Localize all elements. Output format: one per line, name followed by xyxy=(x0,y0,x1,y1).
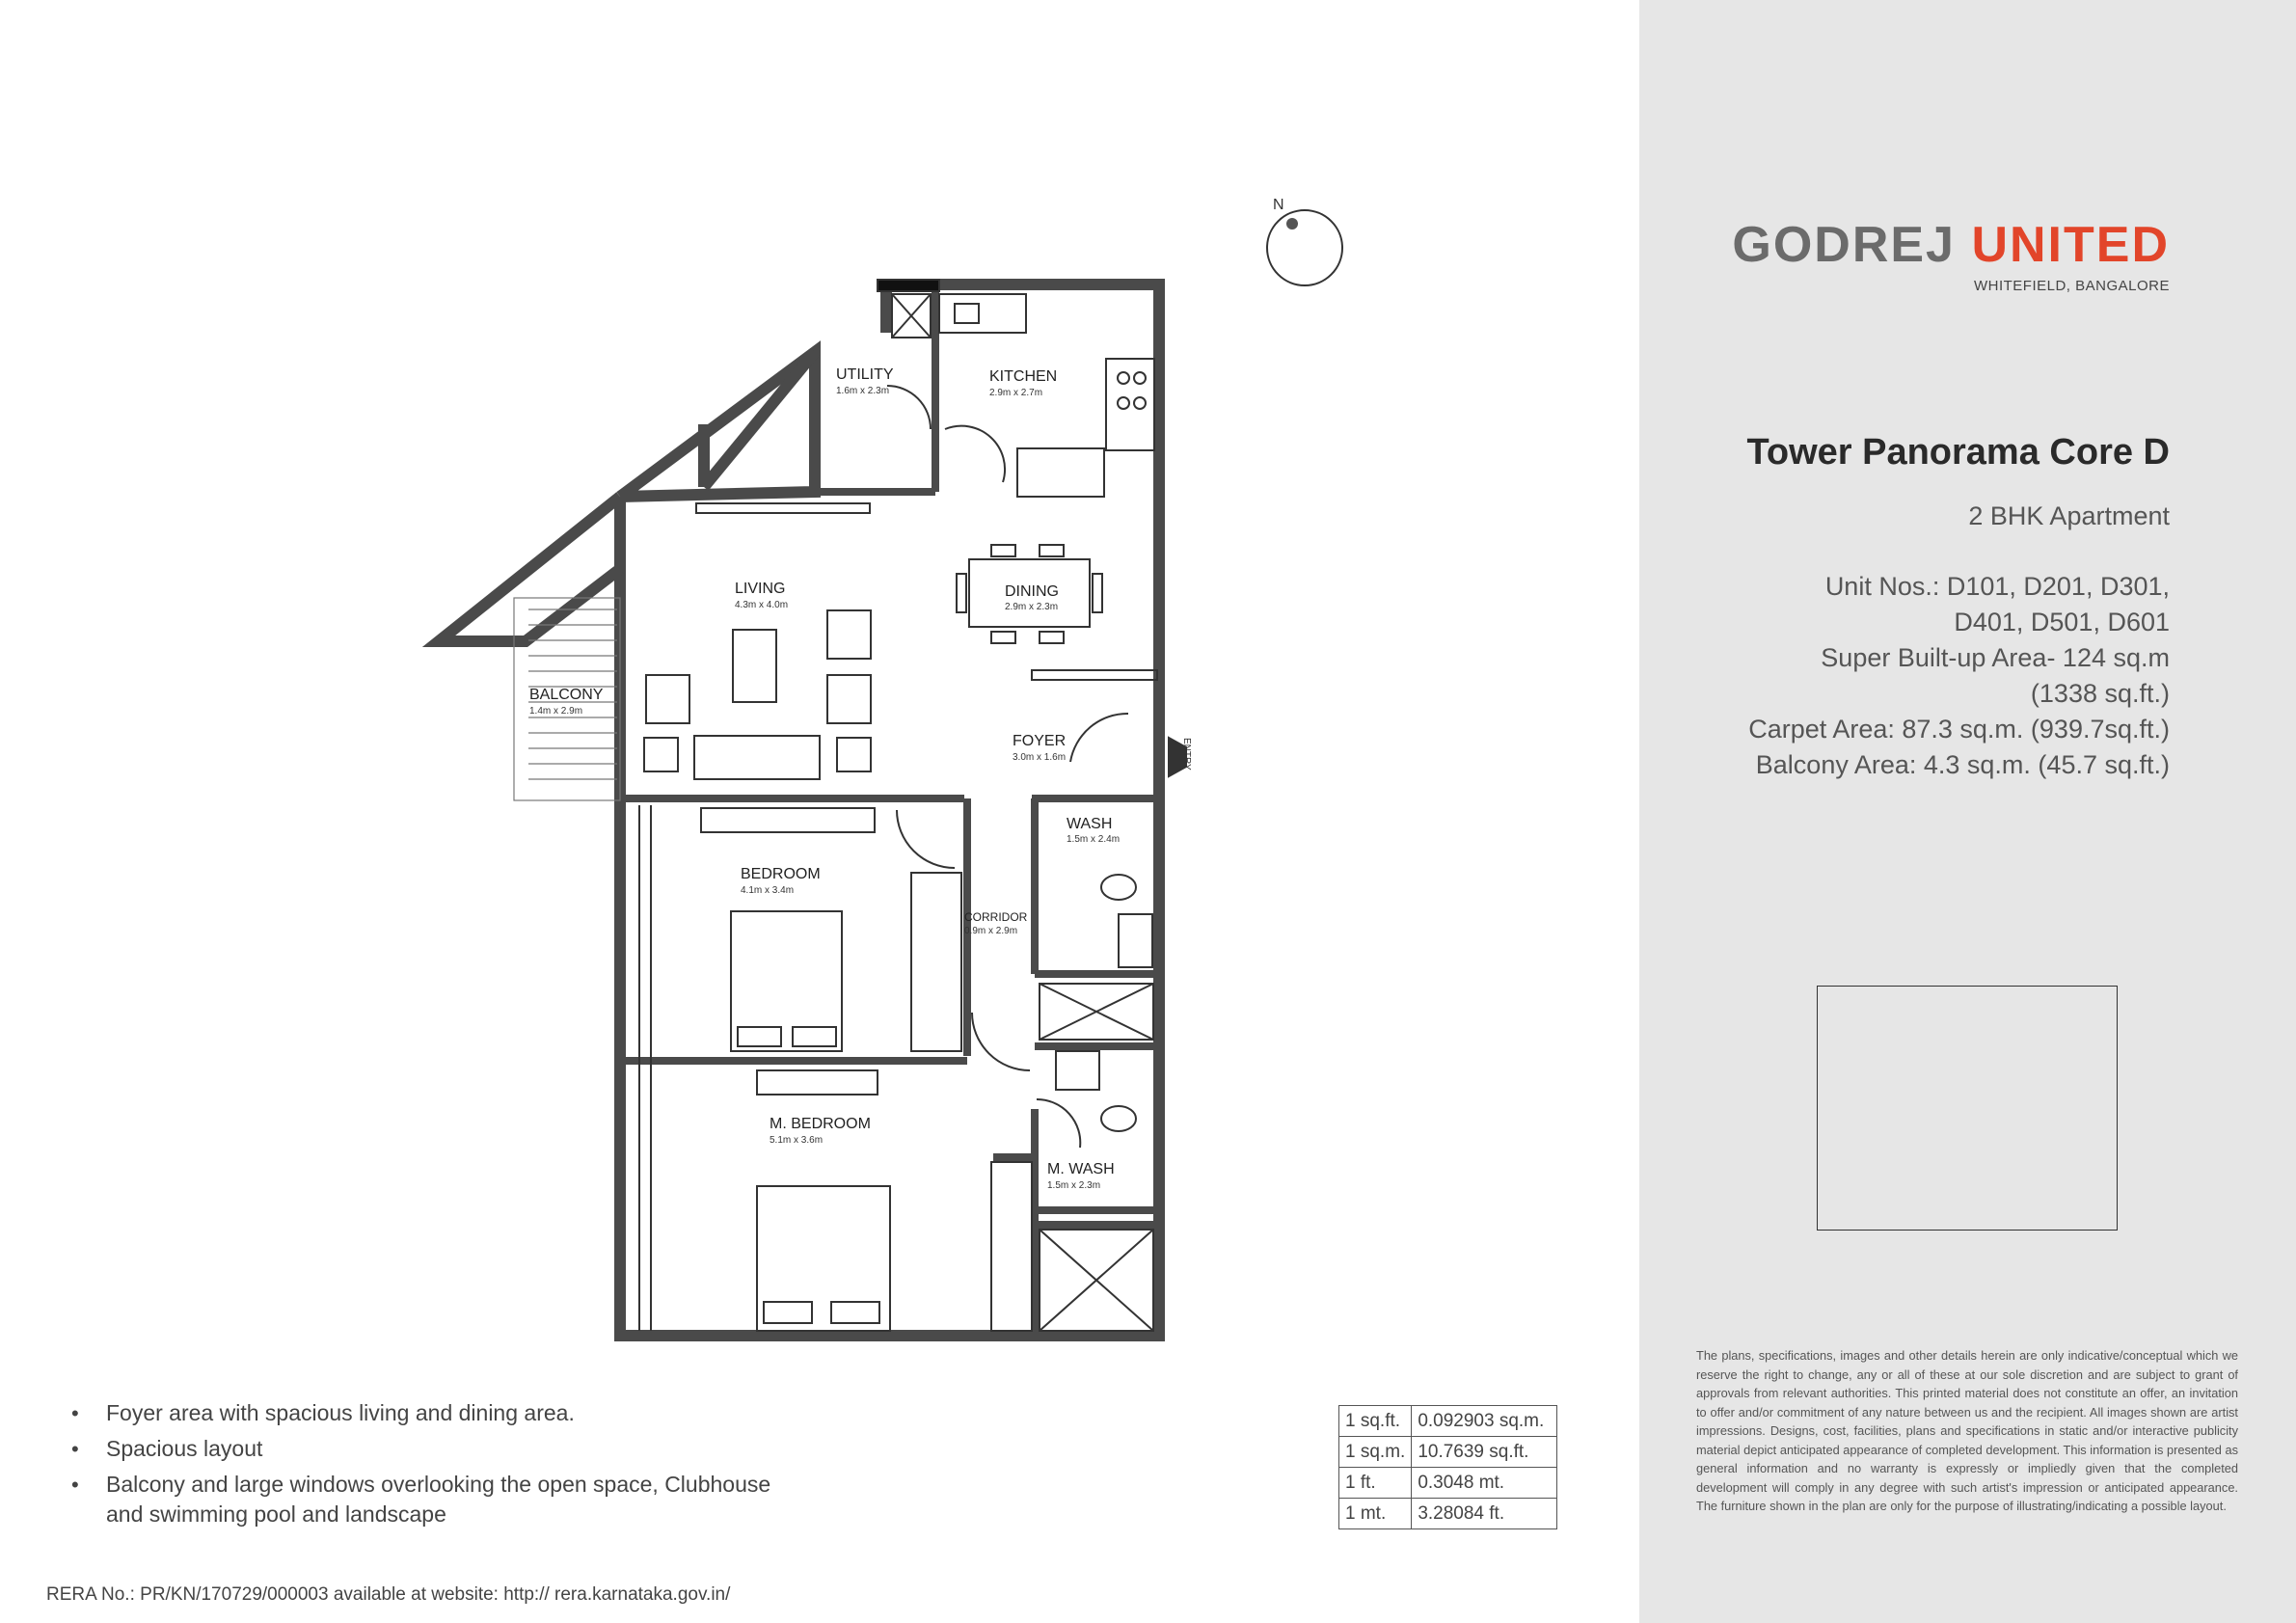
room-m-bedroom-name: M. BEDROOM xyxy=(770,1116,871,1132)
compass-north-label: N xyxy=(1273,197,1284,213)
table-cell: 1 sq.ft. xyxy=(1339,1406,1412,1437)
brand-location: WHITEFIELD, BANGALORE xyxy=(1973,278,2170,294)
unit-info-line: Balcony Area: 4.3 sq.m. (45.7 sq.ft.) xyxy=(1755,750,2170,779)
room-living-dim: 4.3m x 4.0m xyxy=(735,600,789,610)
table-cell: 3.28084 ft. xyxy=(1412,1499,1557,1529)
unit-info-line: (1338 sq.ft.) xyxy=(2030,679,2170,708)
features-list xyxy=(68,1398,781,1535)
unit-info-line: Super Built-up Area- 124 sq.m xyxy=(1821,643,2170,672)
conversion-table xyxy=(1338,1405,1557,1529)
feature-item: • Spacious layout xyxy=(68,1434,781,1464)
feature-item: • Balcony and large windows overlooking the open space, Clubhouse and swimming pool and landscape xyxy=(68,1470,781,1529)
room-foyer-name: FOYER xyxy=(1013,733,1067,749)
room-dining-name: DINING xyxy=(1005,583,1059,600)
room-foyer-dim: 3.0m x 1.6m xyxy=(1013,752,1067,763)
unit-info-line: D401, D501, D601 xyxy=(1954,608,2170,636)
room-dining-dim: 2.9m x 2.3m xyxy=(1005,602,1059,612)
feature-item: • Foyer area with spacious living and dining area. xyxy=(68,1398,781,1428)
table-cell: 1 ft. xyxy=(1339,1468,1412,1499)
room-balcony-dim: 1.4m x 2.9m xyxy=(529,706,583,717)
room-wash-name: WASH xyxy=(1067,816,1113,832)
room-bedroom-name: BEDROOM xyxy=(741,866,821,882)
compass-icon xyxy=(1267,210,1342,285)
apartment-type: 2 BHK Apartment xyxy=(1968,501,2170,530)
table-row xyxy=(1339,1468,1557,1499)
room-kitchen-name: KITCHEN xyxy=(989,368,1058,385)
table-row xyxy=(1339,1437,1557,1468)
tower-title: Tower Panorama Core D xyxy=(1746,432,2170,473)
rera-number: RERA No.: PR/KN/170729/000003 available at website: http:// rera.karnataka.gov.in/ xyxy=(46,1584,731,1605)
room-living-name: LIVING xyxy=(735,581,786,597)
room-utility-name: UTILITY xyxy=(836,366,894,383)
disclaimer-text: The plans, specifications, images and other details herein are only indicative/conceptual which we reserve the right to change, any or all of these at our sole discretion and are subject to grant of approvals from relevant authorities. This printed material does not constitute an offer, an invitation to offer and/or commitment of any nature between us and the recipient. All images shown are artist impressions. Designs, cost, facilities, plans and specifications in static and/or interactive publicity material depict anticipated appearance of completed development. This information is presented as general information and no warranty is expressly or impliedly given that the completed development will comply in any degree with such artist's impression or anticipated appearance. The furniture shown in the plan are only for the purpose of illustrating/indicating a possible layout. xyxy=(1696,1348,2238,1513)
room-m-wash-dim: 1.5m x 2.3m xyxy=(1047,1180,1101,1191)
table-row xyxy=(1339,1499,1557,1529)
brand-united: UNITED xyxy=(1971,217,2170,273)
room-corridor-dim: 0.9m x 2.9m xyxy=(964,926,1018,936)
table-cell: 0.092903 sq.m. xyxy=(1412,1406,1557,1437)
unit-info-line: Unit Nos.: D101, D201, D301, xyxy=(1824,572,2170,601)
key-plan xyxy=(1817,986,2118,1231)
room-balcony-name: BALCONY xyxy=(529,687,604,703)
table-cell: 10.7639 sq.ft. xyxy=(1412,1437,1557,1468)
table-cell: 1 sq.m. xyxy=(1339,1437,1412,1468)
room-utility-dim: 1.6m x 2.3m xyxy=(836,386,890,396)
entry-label: ENTRY xyxy=(1181,738,1192,771)
unit-info-line: Carpet Area: 87.3 sq.m. (939.7sq.ft.) xyxy=(1748,715,2170,744)
room-m-bedroom-dim: 5.1m x 3.6m xyxy=(770,1135,824,1146)
unit-info xyxy=(1748,569,2170,783)
room-m-wash-name: M. WASH xyxy=(1047,1161,1115,1177)
brand-logo xyxy=(1732,217,2170,294)
brand-godrej: GODREJ xyxy=(1732,217,1956,273)
room-corridor-name: CORRIDOR xyxy=(964,910,1028,924)
table-row xyxy=(1339,1406,1557,1437)
table-cell: 1 mt. xyxy=(1339,1499,1412,1529)
room-kitchen-dim: 2.9m x 2.7m xyxy=(989,388,1043,398)
table-cell: 0.3048 mt. xyxy=(1412,1468,1557,1499)
room-bedroom-dim: 4.1m x 3.4m xyxy=(741,885,795,896)
room-wash-dim: 1.5m x 2.4m xyxy=(1067,834,1121,845)
